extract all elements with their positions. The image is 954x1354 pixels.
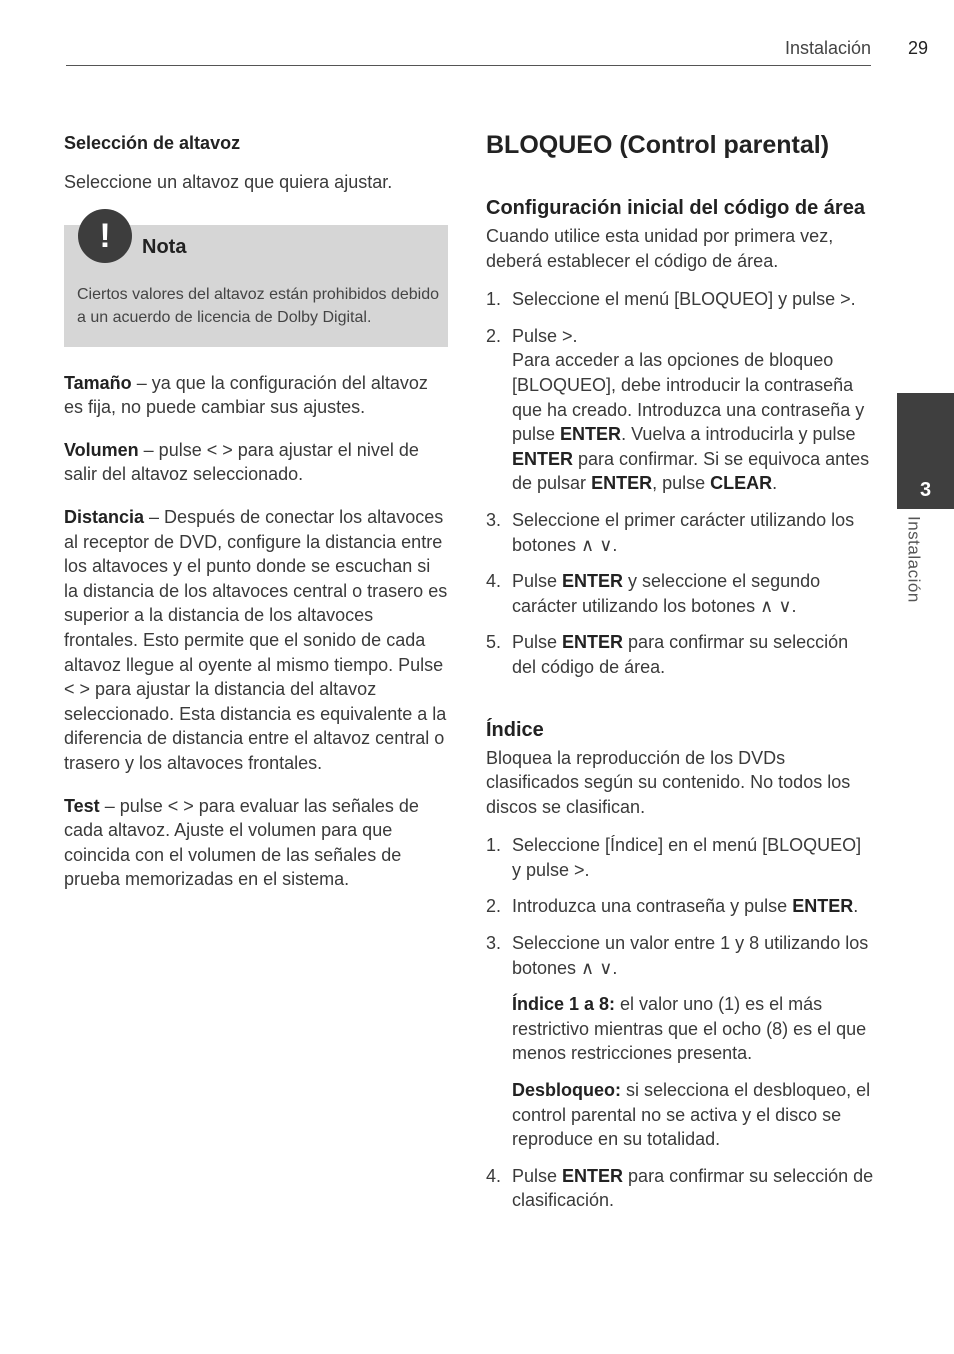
step-number: 2. <box>486 325 502 346</box>
step-text: , pulse <box>652 473 711 494</box>
chapter-number: 3 <box>919 479 932 502</box>
index-intro: Bloquea la reproducción de los DVDs clasificados según su contenido. No todos los discos se clasifican. <box>486 747 851 817</box>
index-range-description <box>512 992 874 1066</box>
left-column <box>64 130 448 892</box>
header-divider <box>66 65 871 66</box>
step-text: Pulse >. <box>512 325 578 346</box>
step-text: para confirmar su selección del código de área. <box>512 632 849 677</box>
clear-key: CLEAR <box>710 473 773 494</box>
exclamation-icon: ! <box>78 209 132 263</box>
list-item <box>486 569 874 618</box>
size-text: – ya que la configuración del altavoz es fija, no puede cambiar sus ajustes. <box>64 372 428 418</box>
step-text: . <box>853 896 859 917</box>
enter-key: ENTER <box>792 896 854 917</box>
step-text: para confirmar su selección de clasificación. <box>512 1165 874 1211</box>
list-item <box>486 287 874 312</box>
chapter-tab <box>897 393 954 509</box>
test-paragraph <box>64 794 448 892</box>
index-range-text: el valor uno (1) es el más restrictivo mientras que el ocho (8) es el que menos restricciones presenta. <box>512 994 867 1064</box>
step-text: Seleccione un valor entre 1 y 8 utilizando los botones ∧ ∨. <box>512 933 869 978</box>
step-number: 4. <box>486 1165 502 1186</box>
right-column <box>486 128 874 1213</box>
distance-text: – Después de conectar los altavoces al receptor de DVD, configure la distancia entre los altavoces y el punto donde se escuchan si la distancia de los altavoces central o trasero es superior a la distancia de los altavoces frontales. Esto permite que el sonido de cada altavoz llegue al oyente al mismo tiempo. Pulse < > para ajustar la distancia del altavoz seleccionado. Esta distancia es equivalente a la diferencia de distancia entre el altavoz central o trasero y los altavoces frontales. <box>64 506 448 773</box>
enter-key: ENTER <box>591 473 653 494</box>
step-number: 1. <box>486 835 502 856</box>
chapter-label: Instalación <box>904 516 924 603</box>
step-text: Para acceder a las opciones de bloqueo [BLOQUEO], debe introducir la contraseña que ha creado. Introduzca una contraseña y pulse <box>512 350 865 445</box>
enter-key: ENTER <box>562 1165 624 1186</box>
enter-key: ENTER <box>562 571 624 592</box>
test-term: Test <box>64 795 100 816</box>
step-text: y seleccione el segundo carácter utilizando los botones ∧ ∨. <box>512 571 821 616</box>
area-code-title: Configuración inicial del código de área <box>486 197 865 219</box>
step-text: Seleccione el primer carácter utilizando los botones ∧ ∨. <box>512 509 855 555</box>
index-title: Índice <box>486 718 544 741</box>
step-number: 4. <box>486 571 502 592</box>
size-paragraph <box>64 371 448 420</box>
list-item <box>486 324 874 496</box>
note-box <box>64 216 448 347</box>
list-item <box>486 630 874 679</box>
list-item <box>486 894 874 919</box>
note-text: Ciertos valores del altavoz están prohibidos debido a un acuerdo de licencia de Dolby Digital. <box>77 285 439 326</box>
list-item <box>486 508 874 557</box>
step-number: 3. <box>486 933 502 954</box>
note-title: Nota <box>142 235 187 258</box>
area-code-steps <box>486 287 874 679</box>
index-range-term: Índice 1 a 8: <box>512 994 616 1015</box>
test-text: – pulse < > para evaluar las señales de cada altavoz. Ajuste el volumen para que coincida con el volumen de las señales de prueba memorizadas en el sistema. <box>64 795 419 890</box>
step-number: 5. <box>486 632 502 653</box>
index-steps <box>486 833 874 1213</box>
enter-key: ENTER <box>562 632 624 653</box>
step-number: 3. <box>486 509 502 530</box>
step-text: Seleccione el menú [BLOQUEO] y pulse >. <box>512 289 856 310</box>
running-header-section: Instalación <box>784 38 871 58</box>
step-text: para confirmar. Si se equivoca antes de pulsar <box>512 448 870 494</box>
list-item <box>486 1164 874 1213</box>
volume-term: Volumen <box>64 439 139 460</box>
unlock-description <box>512 1078 874 1152</box>
lock-section-title: BLOQUEO (Control parental) <box>486 131 830 159</box>
unlock-text: si selecciona el desbloqueo, el control parental no se activa y el disco se reproduce en su totalidad. <box>512 1080 871 1150</box>
step-text: . <box>772 473 778 494</box>
step-number: 1. <box>486 289 502 310</box>
volume-paragraph <box>64 438 448 487</box>
list-item <box>486 833 874 882</box>
size-term: Tamaño <box>64 372 132 393</box>
step-text: Pulse <box>512 571 563 592</box>
enter-key: ENTER <box>560 424 622 445</box>
distance-paragraph <box>64 505 448 776</box>
step-number: 2. <box>486 896 502 917</box>
speaker-selection-heading: Selección de altavoz <box>64 133 241 153</box>
page-number: 29 <box>908 38 929 58</box>
enter-key: ENTER <box>512 448 574 469</box>
list-item <box>486 931 874 1152</box>
unlock-term: Desbloqueo: <box>512 1080 622 1101</box>
step-text: Seleccione [Índice] en el menú [BLOQUEO] y pulse >. <box>512 835 862 880</box>
area-code-intro: Cuando utilice esta unidad por primera vez, deberá establecer el código de área. <box>486 226 834 271</box>
step-text: Pulse <box>512 632 563 653</box>
step-text: Introduzca una contraseña y pulse <box>512 896 793 917</box>
distance-term: Distancia <box>64 506 145 527</box>
volume-text: – pulse < > para ajustar el nivel de salir del altavoz seleccionado. <box>64 439 419 485</box>
step-text: . Vuelva a introducirla y pulse <box>621 424 856 445</box>
step-text: Pulse <box>512 1165 563 1186</box>
speaker-selection-intro: Seleccione un altavoz que quiera ajustar. <box>64 172 393 192</box>
